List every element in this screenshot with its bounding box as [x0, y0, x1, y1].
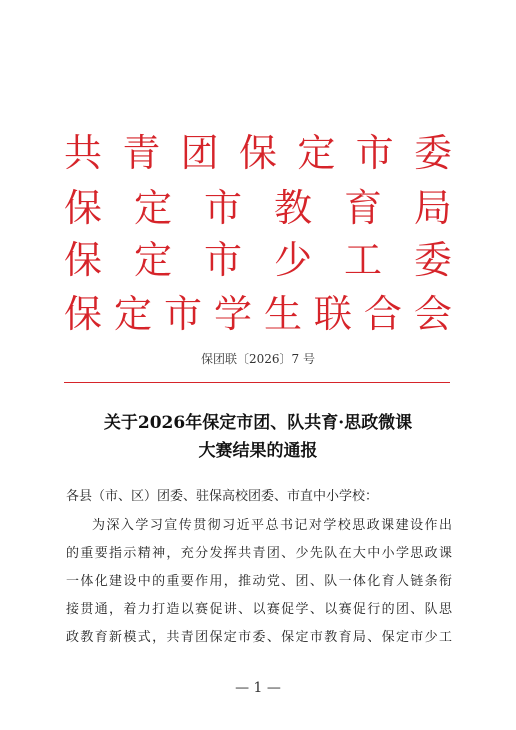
issuer-char: 联	[313, 292, 352, 336]
issuer-char: 定	[133, 186, 172, 230]
page-number: — 1 —	[235, 680, 281, 696]
body-paragraph-line: 的重要指示精神，充分发挥共青团、少先队在大中小学思政课	[66, 546, 452, 561]
issuer-char: 委	[413, 238, 452, 282]
issuer-char: 委	[413, 131, 452, 175]
issuer-char: 学	[213, 292, 252, 336]
body-paragraph-line: 政教育新模式，共青团保定市委、保定市教育局、保定市少工	[66, 630, 452, 645]
issuer-char: 市	[203, 186, 242, 230]
issuer-char: 市	[163, 292, 202, 336]
issuer-line-4	[64, 290, 452, 338]
body-paragraph-line: 一体化建设中的重要作用，推动党、团、队一体化育人链条衔	[66, 574, 452, 589]
issuer-char: 定	[113, 292, 152, 336]
issuer-line-2	[64, 184, 452, 232]
body-paragraph-line: 为深入学习宣传贯彻习近平总书记对学校思政课建设作出	[92, 518, 452, 533]
issuer-char: 保	[238, 131, 277, 175]
issuer-char: 教	[273, 186, 312, 230]
issuer-char: 市	[355, 131, 394, 175]
issuer-char: 保	[64, 292, 103, 336]
issuer-char: 团	[180, 131, 219, 175]
issuer-char: 保	[64, 238, 103, 282]
issuer-char: 青	[122, 131, 161, 175]
issuer-line-3	[64, 236, 452, 284]
issuer-char: 少	[273, 238, 312, 282]
issuer-char: 共	[64, 131, 103, 175]
issuer-char: 会	[413, 292, 452, 336]
issuer-char: 保	[64, 186, 103, 230]
issuer-char: 市	[203, 238, 242, 282]
issuer-char: 合	[363, 292, 402, 336]
document-title-line-1: 关于2026年保定市团、队共育·思政微课	[103, 413, 413, 433]
salutation: 各县（市、区）团委、驻保高校团委、市直中小学校：	[66, 489, 379, 504]
document-title-line-2: 大赛结果的通报	[198, 441, 318, 461]
document-number: 保团联〔2026〕7 号	[201, 352, 315, 366]
issuer-char: 生	[263, 292, 302, 336]
issuer-char: 局	[413, 186, 452, 230]
issuer-line-1	[64, 129, 452, 177]
issuer-char: 工	[343, 238, 382, 282]
issuer-char: 定	[297, 131, 336, 175]
body-paragraph-line: 接贯通，着力打造以赛促讲、以赛促学、以赛促行的团、队思	[66, 602, 452, 617]
red-divider-line	[64, 382, 450, 383]
issuer-char: 育	[343, 186, 382, 230]
issuer-char: 定	[133, 238, 172, 282]
